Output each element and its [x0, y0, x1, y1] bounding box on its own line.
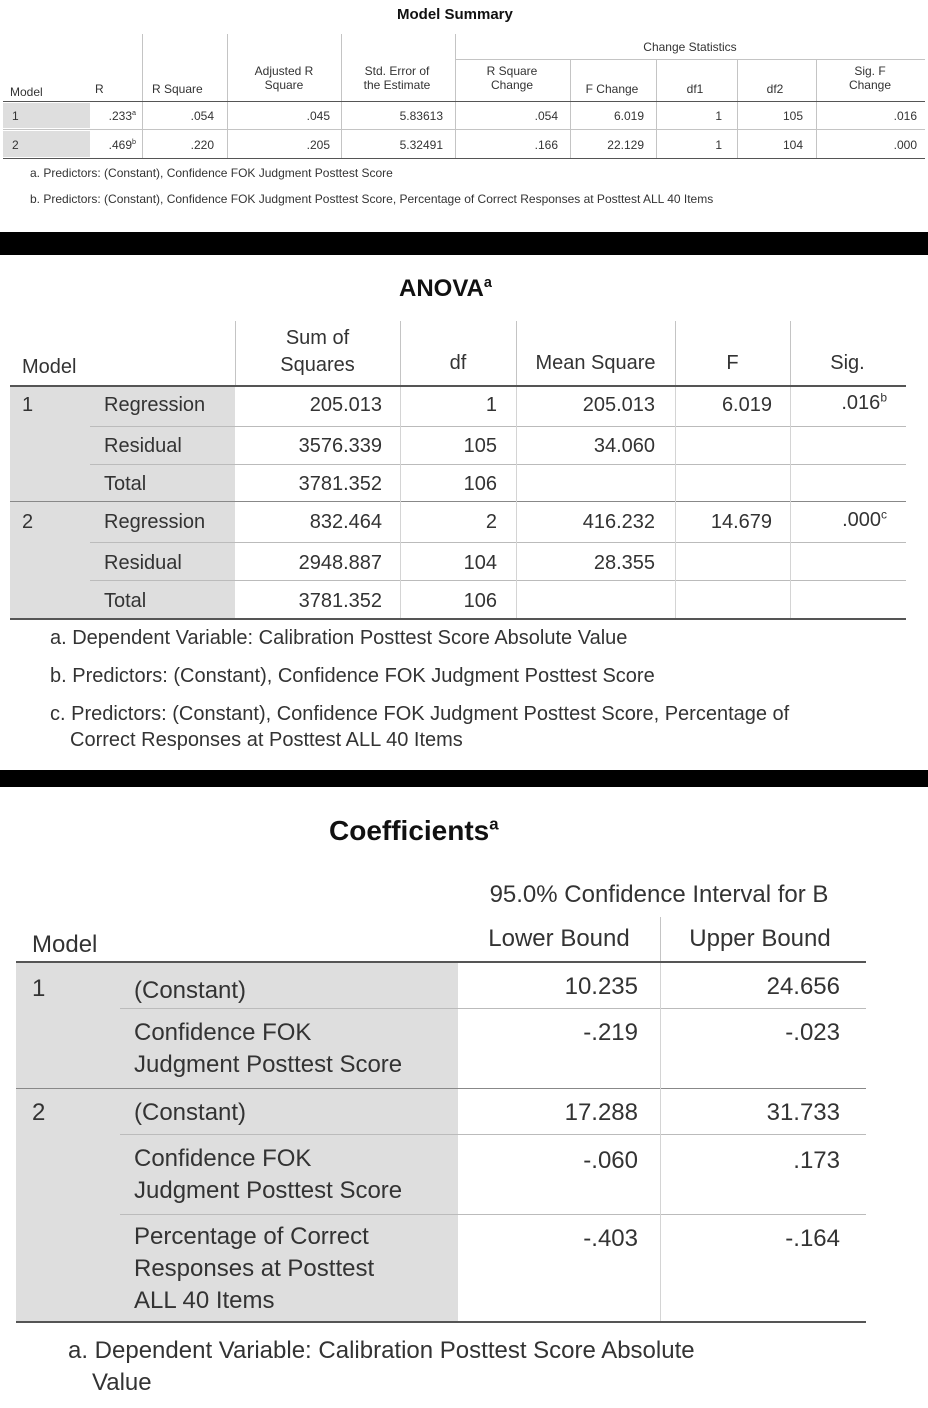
- cell-value: .000: [842, 509, 881, 531]
- cell-std-error: 5.32491: [399, 138, 443, 152]
- footnote-marker: a: [132, 108, 136, 117]
- row-rule: [90, 464, 906, 465]
- cell-model: 2: [32, 1099, 46, 1126]
- cell-sig: [795, 392, 887, 415]
- anova-section: [0, 255, 928, 770]
- header-std-error: [345, 64, 449, 92]
- cell-predictor: (Constant): [134, 977, 247, 1004]
- row-rule: [120, 1134, 866, 1135]
- cell-f: 14.679: [710, 511, 772, 533]
- column-divider: [675, 387, 676, 618]
- cell-lower-bound: -.403: [583, 1225, 638, 1252]
- header-upper-bound: Upper Bound: [689, 925, 831, 952]
- column-divider: [516, 387, 517, 618]
- row-rule: [120, 1008, 866, 1009]
- anova-title: [399, 275, 492, 303]
- model-rule: [16, 1088, 866, 1089]
- cell-mean-square: 416.232: [582, 511, 655, 533]
- cell-mean-square: 205.013: [582, 394, 655, 416]
- title-text: Coefficients: [329, 815, 490, 846]
- row-rule: [90, 542, 906, 543]
- cell-predictor: [134, 1017, 402, 1081]
- cell-df: 2: [485, 511, 497, 533]
- cell-source: Residual: [104, 552, 182, 574]
- footnote-a-continued: Value: [92, 1369, 152, 1396]
- row-rule: [120, 1214, 866, 1215]
- footnote-marker: c: [881, 507, 887, 522]
- row-rule: [90, 580, 906, 581]
- header-df1: df1: [686, 82, 704, 96]
- cell-upper-bound: .173: [793, 1147, 840, 1174]
- table-bottom-rule: [10, 618, 906, 620]
- cell-r-square: .054: [190, 109, 214, 123]
- cell-f-change: 6.019: [613, 109, 644, 123]
- cell-sum-of-squares: 205.013: [309, 394, 382, 416]
- footnote-marker: a: [489, 814, 499, 834]
- coefficients-section: [0, 787, 928, 1408]
- model-rule: [10, 501, 906, 502]
- cell-df2: 105: [782, 109, 803, 123]
- cell-adj-r-square: .205: [306, 138, 330, 152]
- cell-df: 106: [463, 473, 497, 495]
- header-f: F: [726, 352, 739, 374]
- column-divider: [341, 34, 342, 158]
- model-summary-section: [0, 0, 928, 232]
- cell-upper-bound: 31.733: [766, 1099, 840, 1126]
- cell-model: 2: [22, 511, 34, 533]
- header-line: Square: [264, 78, 304, 92]
- cell-source: Regression: [104, 511, 206, 533]
- cell-f: 6.019: [721, 394, 772, 416]
- header-df2: df2: [766, 82, 784, 96]
- label-line: Responses at Posttest: [134, 1255, 375, 1282]
- cell-predictor: [134, 1221, 374, 1317]
- cell-lower-bound: -.219: [583, 1019, 638, 1046]
- header-sig-f-change: [820, 64, 920, 92]
- label-line: Judgment Posttest Score: [134, 1177, 403, 1204]
- cell-lower-bound: 17.288: [564, 1099, 638, 1126]
- footnote-b: b. Predictors: (Constant), Confidence FOK Judgment Posttest Score, Percentage of Correct Responses at Posttest ALL 40 Items: [30, 192, 714, 206]
- header-line: Sum of: [285, 327, 350, 349]
- header-df: df: [449, 352, 467, 374]
- cell-predictor: (Constant): [134, 1099, 247, 1126]
- cell-predictor: [134, 1143, 402, 1207]
- header-line: R Square: [486, 64, 538, 78]
- cell-sum-of-squares: 2948.887: [298, 552, 382, 574]
- header-model: Model: [10, 85, 43, 99]
- header-r-square: R Square: [152, 82, 203, 96]
- column-divider: [227, 34, 228, 158]
- column-divider: [570, 60, 571, 158]
- footnote-b: b. Predictors: (Constant), Confidence FOK Judgment Posttest Score: [50, 665, 655, 687]
- cell-r: [90, 109, 136, 123]
- cell-upper-bound: -.164: [785, 1225, 840, 1252]
- model-summary-title: Model Summary: [397, 6, 513, 23]
- header-sum-of-squares: [235, 325, 400, 379]
- header-mean-square: Mean Square: [535, 352, 656, 374]
- label-line: Confidence FOK: [134, 1145, 312, 1172]
- cell-df1: 1: [715, 138, 722, 152]
- header-line: Std. Error of: [364, 64, 430, 78]
- cell-upper-bound: 24.656: [766, 973, 840, 1000]
- row-rule: [90, 426, 906, 427]
- column-divider: [656, 60, 657, 158]
- footnote-a: a. Dependent Variable: Calibration Posttest Score Absolute Value: [50, 627, 628, 649]
- label-line: Judgment Posttest Score: [134, 1051, 403, 1078]
- cell-r: [90, 138, 136, 152]
- cell-source: Residual: [104, 435, 182, 457]
- header-line: Change: [490, 78, 534, 92]
- header-r: R: [95, 82, 104, 96]
- cell-r-square-change: .054: [534, 109, 558, 123]
- cell-model: 2: [12, 138, 19, 152]
- cell-source: Regression: [104, 394, 206, 416]
- cell-sig-f-change: .016: [893, 109, 917, 123]
- column-divider: [790, 387, 791, 618]
- cell-sum-of-squares: 3576.339: [298, 435, 382, 457]
- footnote-marker: a: [483, 275, 492, 291]
- cell-model: 1: [22, 394, 34, 416]
- column-divider: [660, 963, 661, 1321]
- cell-sum-of-squares: 832.464: [309, 511, 382, 533]
- header-line: Adjusted R: [254, 64, 314, 78]
- cell-model: 1: [32, 975, 46, 1002]
- footnote-a: a. Dependent Variable: Calibration Posttest Score Absolute: [68, 1337, 695, 1364]
- table-bottom-rule: [16, 1321, 866, 1323]
- cell-source: Total: [104, 473, 147, 495]
- cell-sig-f-change: .000: [893, 138, 917, 152]
- cell-std-error: 5.83613: [399, 109, 443, 123]
- cell-source: Total: [104, 590, 147, 612]
- cell-model: 1: [12, 109, 19, 123]
- header-model: Model: [22, 356, 77, 378]
- header-line: Change: [848, 78, 892, 92]
- header-f-change: F Change: [585, 82, 639, 96]
- cell-f-change: 22.129: [607, 138, 644, 152]
- cell-r-square-change: .166: [534, 138, 558, 152]
- header-rule: [3, 101, 925, 102]
- black-divider: [0, 232, 928, 255]
- row-rule: [3, 129, 925, 130]
- cell-value: .469: [108, 138, 132, 152]
- column-divider: [455, 34, 456, 158]
- cell-r-square: .220: [190, 138, 214, 152]
- header-line: the Estimate: [363, 78, 431, 92]
- cell-upper-bound: -.023: [785, 1019, 840, 1046]
- column-divider: [142, 34, 143, 158]
- footnote-marker: b: [880, 390, 887, 405]
- cell-df: 1: [485, 394, 497, 416]
- cell-df2: 104: [782, 138, 803, 152]
- footnote-marker: b: [132, 137, 136, 146]
- cell-lower-bound: 10.235: [564, 973, 638, 1000]
- title-text: ANOVA: [399, 275, 484, 302]
- header-r-square-change: [460, 64, 564, 92]
- cell-lower-bound: -.060: [583, 1147, 638, 1174]
- label-line: Confidence FOK: [134, 1019, 312, 1046]
- cell-df: 106: [463, 590, 497, 612]
- header-sig: Sig.: [830, 352, 865, 374]
- footnote-a: a. Predictors: (Constant), Confidence FOK Judgment Posttest Score: [30, 166, 393, 180]
- change-statistics-rule: [455, 59, 925, 60]
- table-bottom-rule: [3, 158, 925, 159]
- cell-sum-of-squares: 3781.352: [298, 473, 382, 495]
- cell-value: .016: [841, 392, 881, 414]
- header-adjusted-r-square: [232, 64, 336, 92]
- column-divider: [816, 60, 817, 158]
- cell-sig: [795, 509, 887, 532]
- cell-df1: 1: [715, 109, 722, 123]
- ci-header: 95.0% Confidence Interval for B: [489, 881, 829, 908]
- coefficients-title: [329, 815, 499, 847]
- header-line: Sig. F: [854, 64, 886, 78]
- label-line: Percentage of Correct: [134, 1223, 369, 1250]
- column-divider: [737, 60, 738, 158]
- column-divider: [400, 387, 401, 618]
- cell-df: 104: [463, 552, 497, 574]
- label-line: ALL 40 Items: [134, 1287, 275, 1314]
- header-lower-bound: Lower Bound: [488, 925, 630, 952]
- footnote-c: c. Predictors: (Constant), Confidence FOK Judgment Posttest Score, Percentage of: [50, 703, 790, 725]
- cell-mean-square: 28.355: [593, 552, 655, 574]
- black-divider: [0, 770, 928, 787]
- header-model: Model: [32, 931, 98, 958]
- cell-sum-of-squares: 3781.352: [298, 590, 382, 612]
- change-statistics-header: Change Statistics: [643, 40, 737, 54]
- cell-value: .233: [108, 109, 132, 123]
- cell-mean-square: 34.060: [593, 435, 655, 457]
- cell-df: 105: [463, 435, 497, 457]
- header-line: Squares: [280, 354, 355, 376]
- footnote-c-continued: Correct Responses at Posttest ALL 40 Items: [70, 729, 463, 751]
- cell-adj-r-square: .045: [306, 109, 330, 123]
